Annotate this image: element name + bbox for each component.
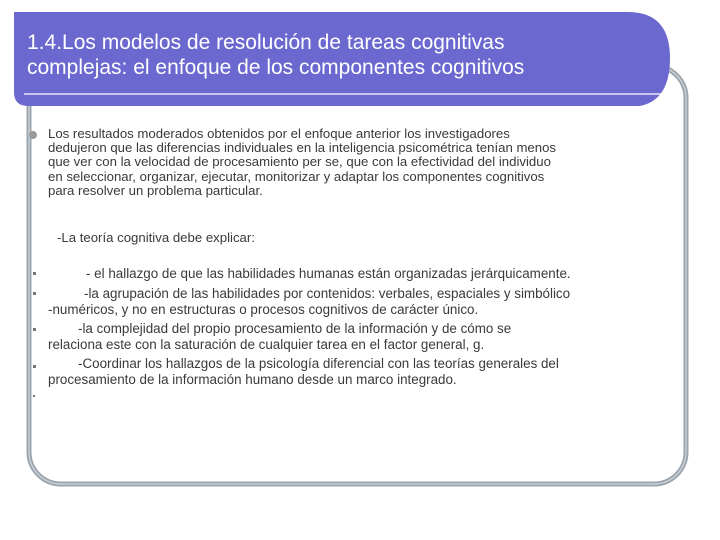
bullet-dot-icon <box>33 292 36 295</box>
paragraph-line: dedujeron que las diferencias individuales en la inteligencia psicométrica tenían menos <box>48 140 557 156</box>
slide-title <box>27 30 647 80</box>
list-item-continuation: procesamiento de la información humano desde un marco integrado. <box>48 372 457 387</box>
paragraph-line: Los resultados moderados obtenidos por el enfoque anterior los investigadores <box>48 126 510 141</box>
list-item-continuation: relaciona este con la saturación de cualquier tarea en el factor general, g. <box>48 337 485 352</box>
list-item: - el hallazgo de que las habilidades humanas están organizadas jerárquicamente. <box>86 266 571 281</box>
list-item: -la complejidad del propio procesamiento de la información y de cómo se <box>78 321 512 336</box>
bullet-dot-icon <box>33 328 36 331</box>
bullet-dot-icon <box>33 272 36 275</box>
paragraph-line: en seleccionar, organizar, ejecutar, monitorizar y adaptar los componentes cognitivos <box>48 168 545 184</box>
bullet-icon <box>29 131 37 139</box>
paragraph-line: que ver con la velocidad de procesamiento per se, que con la efectividad del individuo <box>48 154 551 170</box>
list-item: -Coordinar los hallazgos de la psicología diferencial con las teorías generales del <box>78 356 559 371</box>
list-item-continuation: -numéricos, y no en estructuras o procesos cognitivos de carácter único. <box>48 302 479 317</box>
list-item: -la agrupación de las habilidades por contenidos: verbales, espaciales y simbólico <box>84 286 571 301</box>
intro-paragraph <box>48 127 678 198</box>
subheading: -La teoría cognitiva debe explicar: <box>57 230 255 245</box>
paragraph-line: para resolver un problema particular. <box>48 182 263 198</box>
title-line: complejas: el enfoque de los componentes cognitivos <box>27 56 525 79</box>
bullet-dot-icon <box>33 395 35 397</box>
title-line: 1.4.Los modelos de resolución de tareas cognitivas <box>27 31 505 54</box>
bullet-dot-icon <box>33 365 36 368</box>
